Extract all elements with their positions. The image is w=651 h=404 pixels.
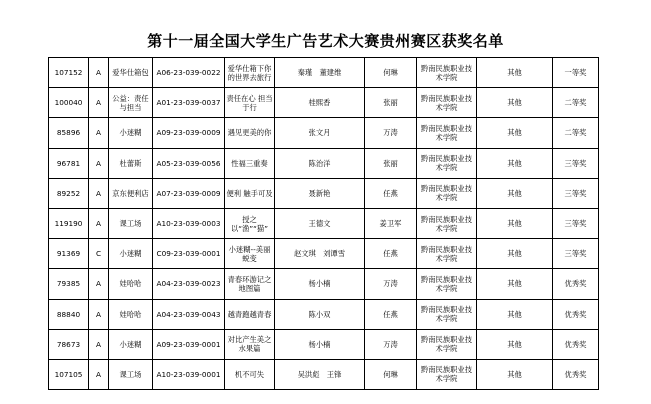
- entry-id-cell: 107105: [49, 359, 89, 389]
- entry-id-cell: 100040: [49, 88, 89, 118]
- school-cell: 黔南民族职业技术学院: [417, 118, 477, 148]
- work-title-cell: 性福三重奏: [225, 148, 275, 178]
- work-title-cell: 机不可失: [225, 359, 275, 389]
- category-cell: A: [89, 359, 109, 389]
- group-cell: 其他: [477, 208, 553, 238]
- authors-cell: 杨小楠: [275, 269, 365, 299]
- category-cell: A: [89, 58, 109, 88]
- authors-cell: 桂熙香: [275, 88, 365, 118]
- group-cell: 其他: [477, 239, 553, 269]
- category-cell: C: [89, 239, 109, 269]
- entry-id-cell: 79385: [49, 269, 89, 299]
- award-cell: 二等奖: [553, 88, 599, 118]
- work-code-cell: A04-23-039-0043: [153, 299, 225, 329]
- work-title-cell: 小迷糊--美丽蜕变: [225, 239, 275, 269]
- group-cell: 其他: [477, 58, 553, 88]
- advisor-cell: 姜卫军: [365, 208, 417, 238]
- work-code-cell: A10-23-039-0003: [153, 208, 225, 238]
- work-code-cell: A07-23-039-0009: [153, 178, 225, 208]
- award-cell: 三等奖: [553, 148, 599, 178]
- category-cell: A: [89, 88, 109, 118]
- school-cell: 黔南民族职业技术学院: [417, 239, 477, 269]
- work-code-cell: A09-23-039-0001: [153, 329, 225, 359]
- school-cell: 黔南民族职业技术学院: [417, 329, 477, 359]
- authors-cell: 陈治洋: [275, 148, 365, 178]
- table-row: [49, 118, 599, 148]
- category-cell: A: [89, 208, 109, 238]
- brand-cell: 公益：责任与担当: [109, 88, 153, 118]
- advisor-cell: 张丽: [365, 88, 417, 118]
- work-code-cell: C09-23-039-0001: [153, 239, 225, 269]
- award-cell: 三等奖: [553, 208, 599, 238]
- award-cell: 优秀奖: [553, 329, 599, 359]
- work-title-cell: 责任在心 担当于行: [225, 88, 275, 118]
- brand-cell: 课工场: [109, 208, 153, 238]
- authors-cell: 吴洪彪 王锋: [275, 359, 365, 389]
- entry-id-cell: 119190: [49, 208, 89, 238]
- work-title-cell: 对比产生美之水果篇: [225, 329, 275, 359]
- group-cell: 其他: [477, 148, 553, 178]
- advisor-cell: 任燕: [365, 299, 417, 329]
- brand-cell: 娃哈哈: [109, 269, 153, 299]
- work-code-cell: A10-23-039-0001: [153, 359, 225, 389]
- brand-cell: 杜蕾斯: [109, 148, 153, 178]
- award-cell: 优秀奖: [553, 299, 599, 329]
- brand-cell: 课工场: [109, 359, 153, 389]
- award-cell: 优秀奖: [553, 269, 599, 299]
- authors-cell: 杨小楠: [275, 329, 365, 359]
- authors-cell: 陈小双: [275, 299, 365, 329]
- authors-cell: 聂新艳: [275, 178, 365, 208]
- school-cell: 黔南民族职业技术学院: [417, 208, 477, 238]
- brand-cell: 小迷糊: [109, 329, 153, 359]
- entry-id-cell: 88840: [49, 299, 89, 329]
- brand-cell: 京东便利店: [109, 178, 153, 208]
- category-cell: A: [89, 178, 109, 208]
- advisor-cell: 何琳: [365, 359, 417, 389]
- brand-cell: 小迷糊: [109, 118, 153, 148]
- table-row: [49, 239, 599, 269]
- advisor-cell: 万涛: [365, 118, 417, 148]
- work-code-cell: A04-23-039-0023: [153, 269, 225, 299]
- table-row: [49, 58, 599, 88]
- brand-cell: 娃哈哈: [109, 299, 153, 329]
- group-cell: 其他: [477, 269, 553, 299]
- category-cell: A: [89, 299, 109, 329]
- advisor-cell: 任燕: [365, 239, 417, 269]
- entry-id-cell: 107152: [49, 58, 89, 88]
- table-row: [49, 178, 599, 208]
- advisor-cell: 万涛: [365, 269, 417, 299]
- entry-id-cell: 85896: [49, 118, 89, 148]
- group-cell: 其他: [477, 118, 553, 148]
- table-row: [49, 299, 599, 329]
- authors-cell: 王德文: [275, 208, 365, 238]
- authors-cell: 张文月: [275, 118, 365, 148]
- work-title-cell: 授之以“渔”“猫”: [225, 208, 275, 238]
- work-code-cell: A06-23-039-0022: [153, 58, 225, 88]
- work-code-cell: A05-23-039-0056: [153, 148, 225, 178]
- school-cell: 黔南民族职业技术学院: [417, 58, 477, 88]
- group-cell: 其他: [477, 88, 553, 118]
- award-cell: 三等奖: [553, 178, 599, 208]
- work-title-cell: 爱华仕箱下你的世界去旅行: [225, 58, 275, 88]
- award-cell: 三等奖: [553, 239, 599, 269]
- authors-cell: 赵文琪 刘谭雪: [275, 239, 365, 269]
- table-row: [49, 148, 599, 178]
- award-cell: 优秀奖: [553, 359, 599, 389]
- group-cell: 其他: [477, 178, 553, 208]
- category-cell: A: [89, 269, 109, 299]
- award-cell: 一等奖: [553, 58, 599, 88]
- school-cell: 黔南民族职业技术学院: [417, 88, 477, 118]
- category-cell: A: [89, 148, 109, 178]
- school-cell: 黔南民族职业技术学院: [417, 269, 477, 299]
- work-title-cell: 青春环游记之地图篇: [225, 269, 275, 299]
- awards-table: [48, 57, 599, 390]
- entry-id-cell: 96781: [49, 148, 89, 178]
- table-row: [49, 88, 599, 118]
- page-title: 第十一届全国大学生广告艺术大赛贵州赛区获奖名单: [147, 32, 504, 50]
- table-row: [49, 208, 599, 238]
- work-title-cell: 遇见更美的你: [225, 118, 275, 148]
- group-cell: 其他: [477, 329, 553, 359]
- work-code-cell: A09-23-039-0009: [153, 118, 225, 148]
- advisor-cell: 何琳: [365, 58, 417, 88]
- entry-id-cell: 91369: [49, 239, 89, 269]
- entry-id-cell: 89252: [49, 178, 89, 208]
- school-cell: 黔南民族职业技术学院: [417, 359, 477, 389]
- authors-cell: 秦瑾 董建维: [275, 58, 365, 88]
- group-cell: 其他: [477, 299, 553, 329]
- brand-cell: 爱华仕箱包: [109, 58, 153, 88]
- award-cell: 二等奖: [553, 118, 599, 148]
- work-title-cell: 便利 触手可及: [225, 178, 275, 208]
- entry-id-cell: 78673: [49, 329, 89, 359]
- advisor-cell: 万涛: [365, 329, 417, 359]
- group-cell: 其他: [477, 359, 553, 389]
- advisor-cell: 任燕: [365, 178, 417, 208]
- brand-cell: 小迷糊: [109, 239, 153, 269]
- table-body: [49, 58, 599, 390]
- category-cell: A: [89, 329, 109, 359]
- work-title-cell: 越青跑越青春: [225, 299, 275, 329]
- advisor-cell: 张丽: [365, 148, 417, 178]
- category-cell: A: [89, 118, 109, 148]
- school-cell: 黔南民族职业技术学院: [417, 148, 477, 178]
- table-row: [49, 269, 599, 299]
- school-cell: 黔南民族职业技术学院: [417, 178, 477, 208]
- table-row: [49, 329, 599, 359]
- table-row: [49, 359, 599, 389]
- school-cell: 黔南民族职业技术学院: [417, 299, 477, 329]
- work-code-cell: A01-23-039-0037: [153, 88, 225, 118]
